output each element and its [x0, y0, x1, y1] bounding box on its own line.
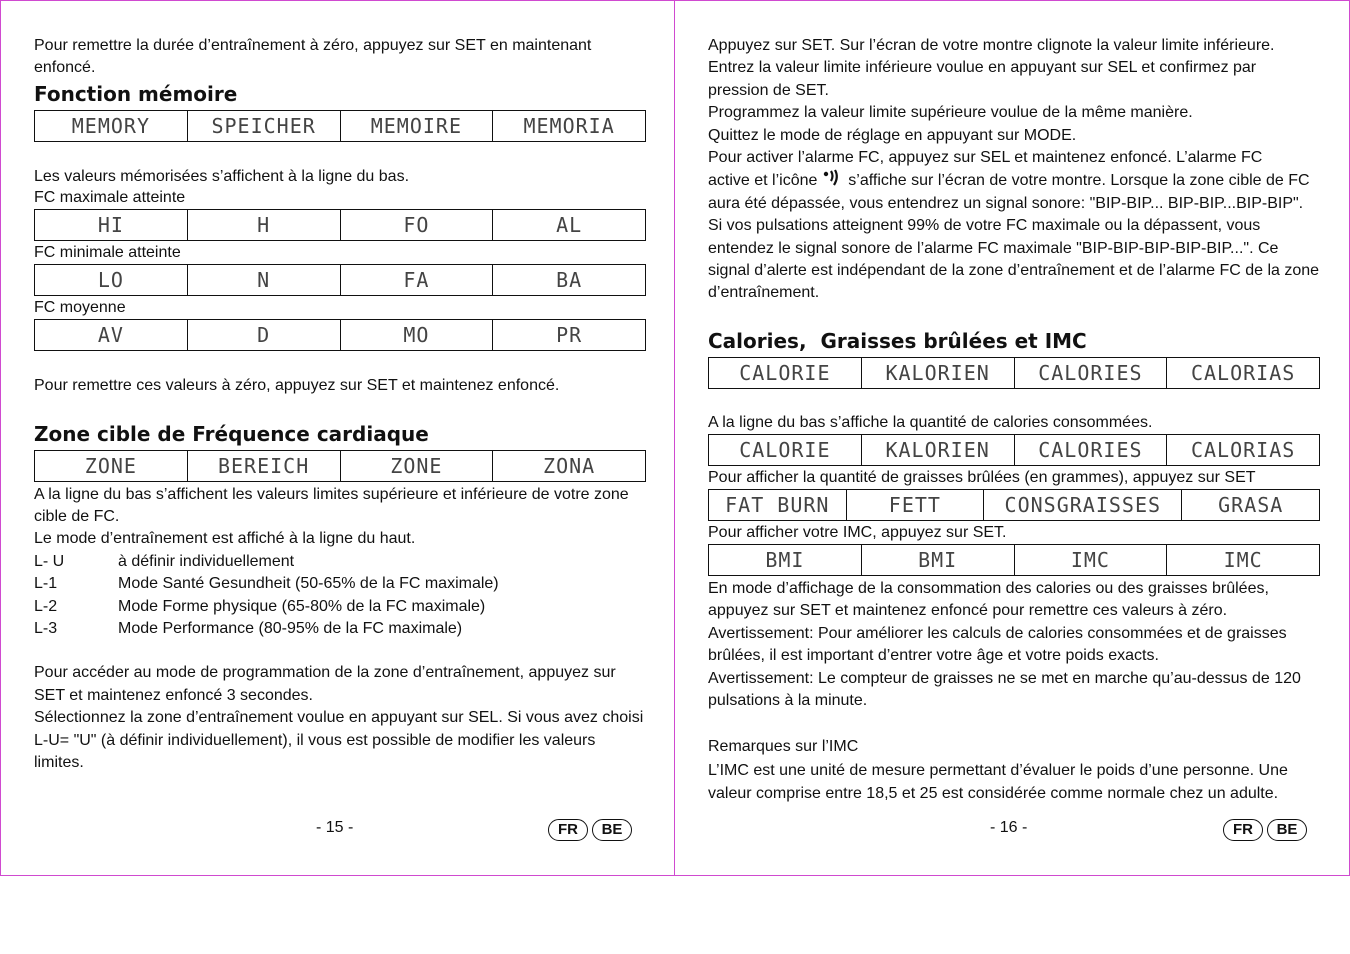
programming-text: Pour accéder au mode de programmation de la zone d’entraînement, appuyez sur SET et maintenez enfoncé 3 secondes. — [34, 664, 616, 704]
bmi-lcd-table — [708, 544, 1320, 576]
lcd-cell: CALORIE — [739, 360, 831, 385]
mode-row — [34, 573, 646, 595]
lcd-cell: AL — [492, 210, 645, 240]
bmi-notes-heading: Remarques sur l’IMC — [708, 738, 859, 756]
lcd-cell: BMI — [765, 547, 805, 572]
mode-code: L-1 — [34, 575, 58, 593]
lcd-cell: MEMORIA — [492, 111, 645, 141]
lcd-cell: CONSGRAISSES — [983, 490, 1181, 520]
memory-heading: Fonction mémoire — [34, 81, 238, 106]
zone-description: A la ligne du bas s’affichent les valeurs limites supérieure et inférieure de votre zone cible de FC. — [34, 485, 629, 526]
lcd-cell: PR — [492, 320, 645, 350]
language-badge-be: BE — [592, 819, 632, 841]
lcd-cell: KALORIEN — [861, 358, 1014, 388]
bmi-notes-text: L’IMC est une unité de mesure permettant d’évaluer le poids d’une personne. Une valeur comprise entre 18,5 et 25 est considérée comme normale chez un adulte. — [708, 762, 1288, 802]
lcd-cell: MO — [340, 320, 493, 350]
calories-description: A la ligne du bas s’affiche la quantité de calories consommées. — [708, 413, 1153, 431]
lcd-cell: N — [187, 265, 340, 295]
fat-lcd-table — [708, 489, 1320, 521]
fc-avg-lcd-table — [34, 319, 646, 351]
warning-text-2: Avertissement: Le compteur de graisses ne se met en marche qu’au-dessus de 120 pulsations à la minute. — [708, 669, 1301, 709]
lcd-cell: HI — [97, 213, 124, 238]
alarm-activate-text: Pour activer l’alarme FC, appuyez sur SEL et maintenez enfoncé. L’alarme FC — [708, 149, 1263, 167]
fat-description: Pour afficher la quantité de graisses brûlées (en grammes), appuyez sur SET — [708, 468, 1256, 486]
left-page-content — [34, 35, 646, 775]
fc-avg-label: FC moyenne — [34, 299, 126, 317]
lcd-cell: FO — [340, 210, 493, 240]
mode-code: L- U — [34, 552, 65, 570]
lcd-cell: FA — [340, 265, 493, 295]
exit-mode-text: Quittez le mode de réglage en appuyant sur MODE. — [708, 126, 1077, 144]
select-zone-text: Sélectionnez la zone d’entraînement voulue en appuyant sur SEL. Si vous avez choisi L-U= "U" (à définir individuellement), il vous est possible de modifier les valeurs limites. — [34, 709, 644, 772]
warning-text-1: Avertissement: Pour améliorer les calculs de calories consommées et de graisses brûlées, il est important d’entrer votre âge et votre poids exacts. — [708, 624, 1287, 665]
mode-description: Le mode d’entraînement est affiché à la ligne du haut. — [34, 530, 416, 548]
page-number: - 15 - — [316, 819, 354, 836]
lcd-cell: BA — [492, 265, 645, 295]
lcd-cell: CALORIAS — [1166, 358, 1319, 388]
lcd-cell: BMI — [861, 545, 1014, 575]
intro-text: Pour remettre la durée d’entraînement à zéro, appuyez sur SET en maintenant enfoncé. — [34, 37, 592, 77]
lcd-cell: D — [187, 320, 340, 350]
right-page-content — [708, 35, 1320, 805]
heart-rate-alarm-icon — [822, 169, 844, 187]
set-text: Appuyez sur SET. Sur l’écran de votre montre clignote la valeur limite inférieure. — [708, 37, 1275, 54]
lcd-cell: IMC — [1014, 545, 1167, 575]
lower-limit-text: Entrez la valeur limite inférieure voulue en appuyant sur SEL et confirmez par pression de SET. — [708, 59, 1257, 99]
lcd-cell: MEMORY — [71, 113, 150, 138]
mode-row — [34, 551, 646, 573]
mode-row — [34, 618, 646, 640]
lcd-cell: ZONE — [84, 453, 137, 478]
lcd-cell: GRASA — [1181, 490, 1319, 520]
zone-lcd-table — [34, 450, 646, 482]
language-badges — [548, 819, 632, 841]
upper-limit-text: Programmez la valeur limite supérieure voulue de la même manière. — [708, 104, 1193, 122]
fc-min-label: FC minimale atteinte — [34, 244, 181, 262]
lcd-cell: BEREICH — [187, 451, 340, 481]
alarm-text-start: active et l’icône — [708, 172, 818, 190]
calories-heading: Calories, Graisses brûlées et IMC — [708, 328, 1087, 353]
mode-text: Mode Performance (80-95% de la FC maximale) — [118, 620, 463, 638]
language-badge-be: BE — [1267, 819, 1307, 841]
reset-calories-text: En mode d’affichage de la consommation des calories ou des graisses brûlées, appuyez sur SET et maintenez enfoncé pour remettre ces valeurs à zéro. — [708, 579, 1269, 620]
lcd-cell: FAT BURN — [725, 492, 830, 517]
lcd-cell: H — [187, 210, 340, 240]
mode-text: à définir individuellement — [118, 552, 295, 570]
language-badges — [1223, 819, 1307, 841]
alarm-text-end: s’affiche sur l’écran de votre montre. Lorsque la zone cible de FC aura été dépassée, vous entendrez un signal sonore: "BIP-BIP... BIP-BIP...BIP-BIP". Si vos pulsations atteignent 99% de votre FC maximale ou la dépassent, vous entendez le signal sonore de l’alarme FC maximale "BIP-BIP-BIP-BIP-BIP...". Ce signal d’alerte est indépendant de la zone d’entraînement et de l’alarme FC de la zone d’entraînement. — [708, 172, 1320, 302]
lcd-cell: CALORIES — [1014, 358, 1167, 388]
bmi-description: Pour afficher votre IMC, appuyez sur SET. — [708, 523, 1007, 541]
lcd-cell: CALORIES — [1014, 435, 1167, 465]
memory-lcd-table — [34, 110, 646, 142]
lcd-cell: SPEICHER — [187, 111, 340, 141]
reset-text: Pour remettre ces valeurs à zéro, appuyez sur SET et maintenez enfoncé. — [34, 377, 560, 395]
mode-text: Mode Santé Gesundheit (50-65% de la FC maximale) — [118, 575, 499, 593]
mode-code: L-2 — [34, 597, 58, 615]
memory-description: Les valeurs mémorisées s’affichent à la ligne du bas. — [34, 167, 410, 185]
lcd-cell: FETT — [846, 490, 984, 520]
lcd-cell: LO — [97, 268, 124, 293]
zone-heading: Zone cible de Fréquence cardiaque — [34, 421, 429, 446]
alarm-description — [708, 169, 1320, 304]
language-badge-fr: FR — [1223, 819, 1263, 841]
mode-text: Mode Forme physique (65-80% de la FC maximale) — [118, 597, 486, 615]
left-page — [0, 0, 675, 876]
calories-lcd-table — [708, 357, 1320, 389]
lcd-cell: ZONE — [340, 451, 493, 481]
lcd-cell: MEMOIRE — [340, 111, 493, 141]
page-number: - 16 - — [990, 819, 1028, 836]
right-page — [674, 0, 1350, 876]
lcd-cell: AV — [97, 323, 124, 348]
lcd-cell: CALORIE — [739, 437, 831, 462]
lcd-cell: CALORIAS — [1166, 435, 1319, 465]
lcd-cell: IMC — [1166, 545, 1319, 575]
lcd-cell: KALORIEN — [861, 435, 1014, 465]
lcd-cell: ZONA — [492, 451, 645, 481]
fc-min-lcd-table — [34, 264, 646, 296]
calories-lcd-table-2 — [708, 434, 1320, 466]
fc-max-lcd-table — [34, 209, 646, 241]
language-badge-fr: FR — [548, 819, 588, 841]
mode-row — [34, 596, 646, 618]
mode-code: L-3 — [34, 620, 58, 638]
fc-max-label: FC maximale atteinte — [34, 189, 186, 207]
